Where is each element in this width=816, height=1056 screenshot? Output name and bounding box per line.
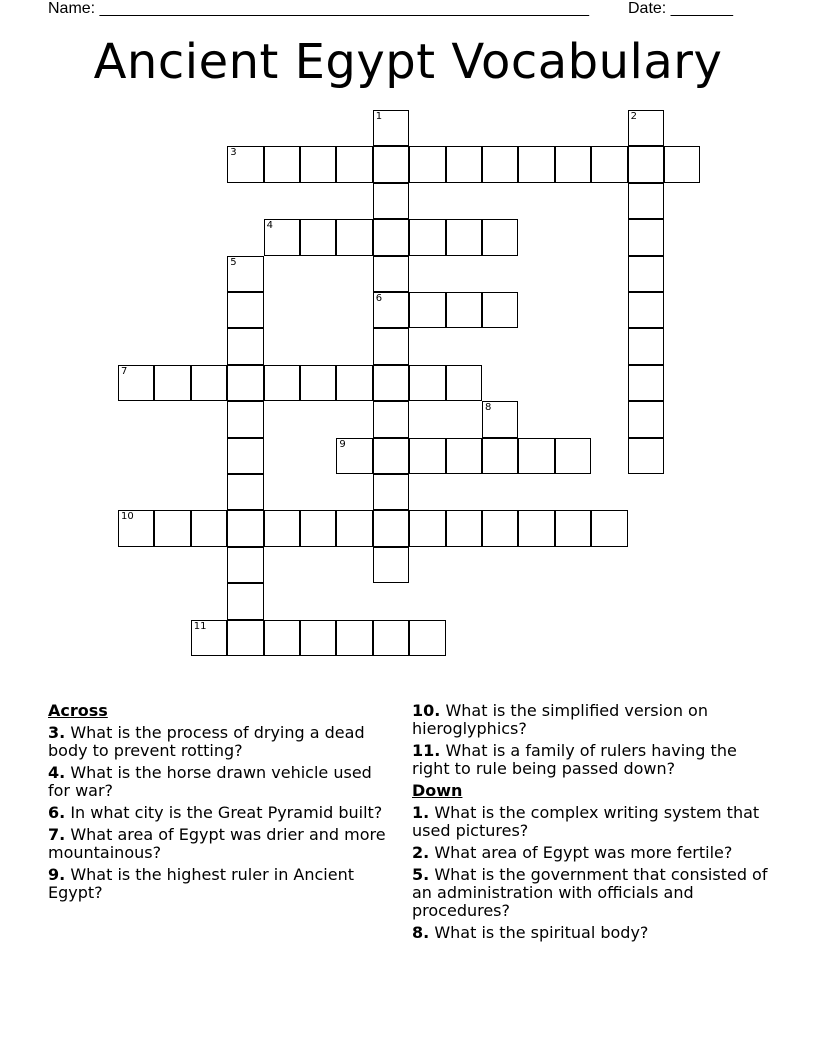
name-field[interactable]: Name: _______________________________________________________ <box>48 0 589 17</box>
grid-cell[interactable] <box>300 146 336 182</box>
clue-number-label: 1 <box>375 111 383 122</box>
grid-cell[interactable] <box>300 620 336 656</box>
clue-down-2: 2. What area of Egypt was more fertile? <box>412 843 733 862</box>
clue-across-11: 11. What is a family of rulers having the right to rule being passed down? <box>412 741 737 778</box>
clue-number-label: 3 <box>230 147 237 159</box>
grid-cell[interactable] <box>118 365 154 401</box>
grid-cell[interactable] <box>154 510 190 546</box>
grid-cell[interactable] <box>373 474 409 510</box>
grid-cell[interactable] <box>628 146 664 182</box>
grid-cell[interactable] <box>555 510 591 546</box>
grid-cell[interactable] <box>336 219 372 255</box>
grid-cell[interactable] <box>628 365 664 401</box>
grid-cell[interactable] <box>336 365 372 401</box>
grid-cell[interactable] <box>373 438 409 474</box>
grid-cell[interactable] <box>446 146 482 182</box>
grid-cell[interactable] <box>482 146 518 182</box>
grid-cell[interactable] <box>482 510 518 546</box>
clue-down-8: 8. What is the spiritual body? <box>412 923 649 942</box>
grid-cell[interactable] <box>300 365 336 401</box>
grid-cell[interactable] <box>227 401 263 437</box>
clues-right-column <box>412 702 772 946</box>
clue-number-label: 7 <box>121 365 128 377</box>
grid-cell[interactable] <box>336 620 372 656</box>
clue-number-label: 2 <box>630 111 637 122</box>
grid-cell[interactable] <box>373 292 409 328</box>
grid-cell[interactable] <box>227 620 263 656</box>
header <box>48 0 733 18</box>
grid-cell[interactable] <box>191 510 227 546</box>
grid-cell[interactable] <box>227 547 263 583</box>
grid-cell[interactable] <box>409 365 445 401</box>
grid-cell[interactable] <box>482 438 518 474</box>
grid-cell[interactable] <box>628 256 664 292</box>
grid-cell[interactable] <box>482 401 518 437</box>
grid-cell[interactable] <box>336 146 372 182</box>
grid-cell[interactable] <box>628 183 664 219</box>
grid-cell[interactable] <box>373 547 409 583</box>
grid-cell[interactable] <box>628 110 664 146</box>
grid-cell[interactable] <box>373 146 409 182</box>
page-title: Ancient Egypt Vocabulary <box>93 34 723 90</box>
grid-cell[interactable] <box>373 328 409 364</box>
grid-cell[interactable] <box>628 438 664 474</box>
grid-cell[interactable] <box>518 438 554 474</box>
clue-number-label: 9 <box>339 438 346 450</box>
grid-cell[interactable] <box>191 620 227 656</box>
clue-number-label: 10 <box>121 511 134 523</box>
grid-cell[interactable] <box>373 620 409 656</box>
grid-cell[interactable] <box>409 219 445 255</box>
grid-cell[interactable] <box>446 438 482 474</box>
grid-cell[interactable] <box>373 110 409 146</box>
grid-cell[interactable] <box>336 510 372 546</box>
clue-across-7: 7. What area of Egypt was drier and more mountainous? <box>48 825 386 862</box>
clue-down-5: 5. What is the government that consisted of an administration with officials and procedures? <box>412 865 768 920</box>
across-heading: Across <box>48 701 108 720</box>
clue-across-9: 9. What is the highest ruler in Ancient Egypt? <box>48 865 354 902</box>
grid-cell[interactable] <box>409 438 445 474</box>
grid-cell[interactable] <box>373 401 409 437</box>
grid-cell[interactable] <box>409 292 445 328</box>
clue-number-label: 5 <box>230 256 237 268</box>
clue-across-3: 3. What is the process of drying a dead body to prevent rotting? <box>48 723 365 760</box>
grid-cell[interactable] <box>264 146 300 182</box>
down-heading: Down <box>412 781 463 800</box>
grid-cell[interactable] <box>227 510 263 546</box>
grid-cell[interactable] <box>409 146 445 182</box>
clues-left-column <box>48 702 393 906</box>
grid-cell[interactable] <box>300 510 336 546</box>
grid-cell[interactable] <box>373 219 409 255</box>
grid-cell[interactable] <box>227 256 263 292</box>
grid-cell[interactable] <box>628 292 664 328</box>
grid-cell[interactable] <box>227 583 263 619</box>
clue-number-label: 11 <box>193 620 207 632</box>
grid-cell[interactable] <box>628 401 664 437</box>
clue-number-label: 4 <box>266 220 273 232</box>
clue-number-label: 6 <box>375 293 383 304</box>
grid-cell[interactable] <box>191 365 227 401</box>
grid-cell[interactable] <box>446 292 482 328</box>
grid-cell[interactable] <box>264 365 300 401</box>
grid-cell[interactable] <box>373 365 409 401</box>
grid-cell[interactable] <box>591 146 627 182</box>
clue-across-4: 4. What is the horse drawn vehicle used for war? <box>48 763 372 800</box>
grid-cell[interactable] <box>409 620 445 656</box>
grid-cell[interactable] <box>264 219 300 255</box>
grid-cell[interactable] <box>154 365 190 401</box>
grid-cell[interactable] <box>227 365 263 401</box>
grid-cell[interactable] <box>227 146 263 182</box>
grid-cell[interactable] <box>482 292 518 328</box>
clue-across-6: 6. In what city is the Great Pyramid built? <box>48 803 383 822</box>
grid-cell[interactable] <box>555 146 591 182</box>
clue-down-1: 1. What is the complex writing system that used pictures? <box>412 803 760 840</box>
grid-cell[interactable] <box>118 510 154 546</box>
grid-cell[interactable] <box>373 256 409 292</box>
grid-cell[interactable] <box>446 510 482 546</box>
grid-cell[interactable] <box>664 146 700 182</box>
grid-cell[interactable] <box>336 438 372 474</box>
grid-cell[interactable] <box>264 510 300 546</box>
grid-cell[interactable] <box>373 183 409 219</box>
grid-cell[interactable] <box>591 510 627 546</box>
grid-cell[interactable] <box>300 219 336 255</box>
grid-cell[interactable] <box>628 219 664 255</box>
grid-cell[interactable] <box>227 292 263 328</box>
grid-cell[interactable] <box>518 510 554 546</box>
clue-across-10: 10. What is the simplified version on hieroglyphics? <box>412 701 708 738</box>
grid-cell[interactable] <box>227 474 263 510</box>
grid-cell[interactable] <box>482 219 518 255</box>
grid-cell[interactable] <box>227 328 263 364</box>
grid-cell[interactable] <box>373 510 409 546</box>
grid-cell[interactable] <box>264 620 300 656</box>
grid-cell[interactable] <box>227 438 263 474</box>
grid-cell[interactable] <box>446 365 482 401</box>
grid-cell[interactable] <box>518 146 554 182</box>
date-field[interactable]: Date: _______ <box>628 0 733 17</box>
grid-cell[interactable] <box>409 510 445 546</box>
clue-number-label: 8 <box>485 402 492 414</box>
grid-cell[interactable] <box>555 438 591 474</box>
grid-cell[interactable] <box>628 328 664 364</box>
grid-cell[interactable] <box>446 219 482 255</box>
